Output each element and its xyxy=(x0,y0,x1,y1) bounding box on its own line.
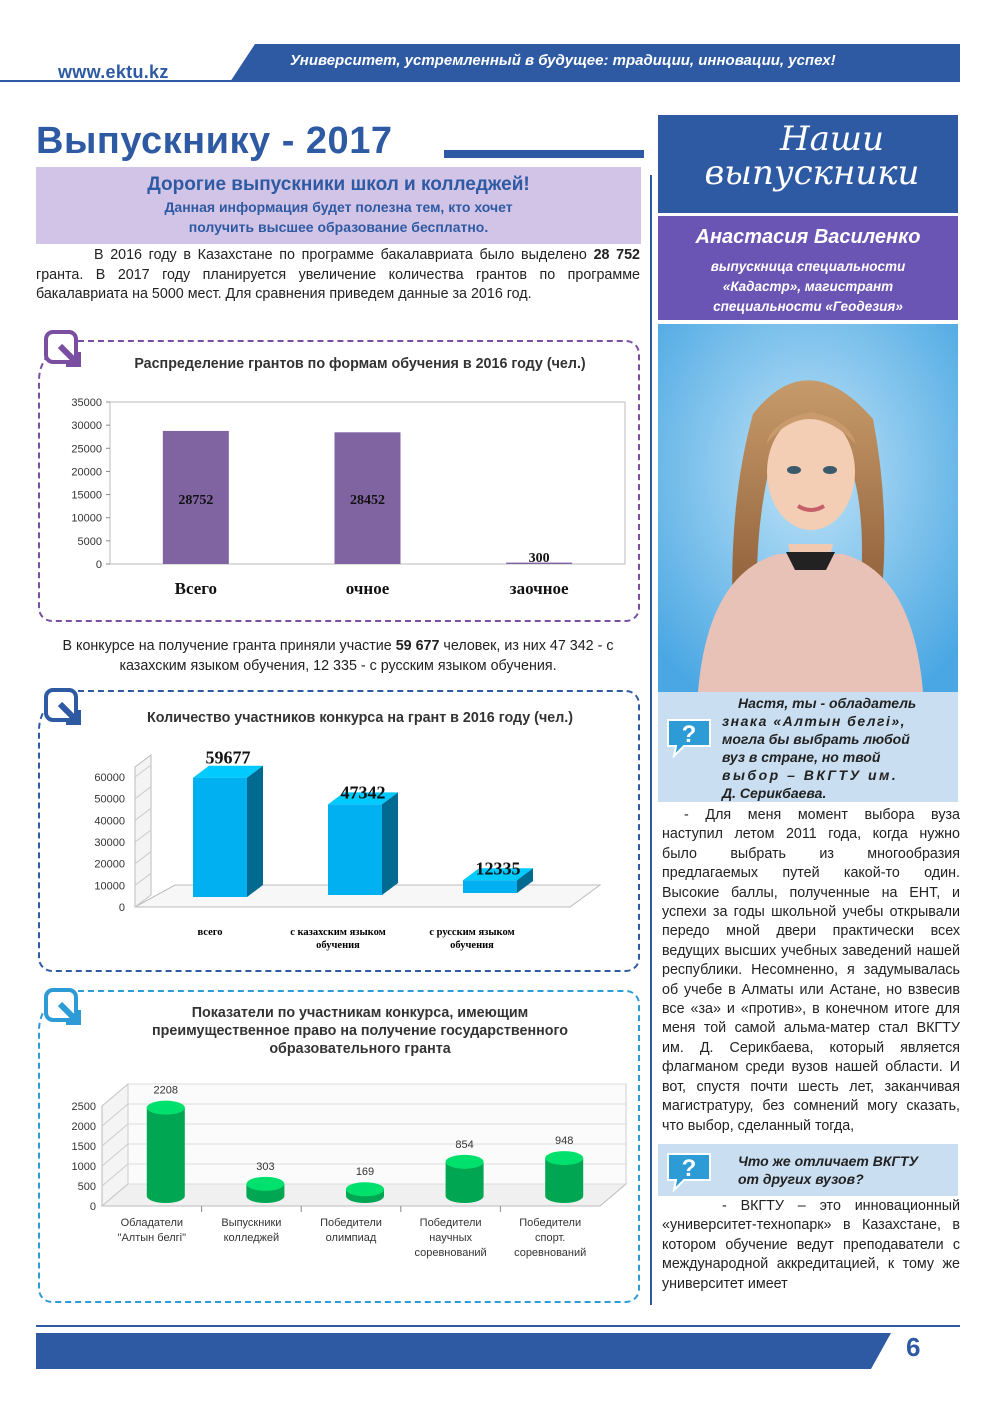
data-label: 169 xyxy=(355,1166,375,1179)
data-label: 28752 xyxy=(178,493,214,508)
x-tick-label: Обладатели xyxy=(120,1217,184,1229)
y-tick-label: 1000 xyxy=(71,1161,96,1173)
y-tick-label: 0 xyxy=(89,1201,96,1213)
x-tick-label: Всего xyxy=(174,579,218,598)
intro-line-1: Данная информация будет полезна тем, кто хочет xyxy=(164,199,513,215)
x-tick-label: научных xyxy=(429,1232,472,1244)
y-tick-label: 50000 xyxy=(94,793,125,806)
question-icon xyxy=(664,1150,714,1192)
y-tick-label: 2500 xyxy=(71,1101,96,1113)
x-tick-label: заочное xyxy=(509,579,569,598)
site-url[interactable]: www.ektu.kz xyxy=(58,62,169,82)
x-tick-label: с казахским языком xyxy=(290,927,386,938)
y-tick-label: 30000 xyxy=(71,420,102,433)
y-tick-label: 35000 xyxy=(71,397,102,409)
y-tick-label: 30000 xyxy=(94,837,125,849)
y-tick-label: 40000 xyxy=(94,815,125,828)
column-divider xyxy=(650,175,652,1305)
bar-top xyxy=(545,1151,583,1165)
y-tick-label: 10000 xyxy=(94,880,125,893)
x-tick-label: "Алтын белгі" xyxy=(117,1232,187,1244)
bar xyxy=(193,778,247,897)
y-tick-label: 20000 xyxy=(71,466,102,479)
bar-top xyxy=(147,1101,185,1115)
title-rule xyxy=(444,150,644,158)
intro-line-2: получить высшее образование бесплатно. xyxy=(188,219,489,235)
chart3-title: Показатели по участникам конкурса, имеющим преимущественное право на получение государственного образовательного гранта xyxy=(152,1005,568,1057)
data-label: 948 xyxy=(555,1135,574,1148)
svg-text:?: ? xyxy=(681,1155,697,1182)
data-label: 2208 xyxy=(153,1084,179,1097)
x-tick-label: очное xyxy=(345,579,390,598)
y-tick-label: 1500 xyxy=(71,1141,96,1153)
intro-heading: Дорогие выпускники школ и колледжей! xyxy=(147,174,530,195)
bar-top xyxy=(246,1177,284,1191)
x-tick-label: Победители xyxy=(519,1217,582,1229)
paragraph-participants: В конкурсе на получение гранта приняли участие 59 677 человек, из них 47 342 - с казахским языком обучения, 12 335 - с русским языком обучения. xyxy=(62,638,614,674)
graduate-desc: выпускница специальности «Кадастр», магистрант специальности «Геодезия» xyxy=(710,259,906,314)
graduate-photo xyxy=(658,324,958,692)
x-tick-label: всего xyxy=(197,927,223,938)
x-tick-label: обучения xyxy=(450,940,494,951)
chart1 xyxy=(40,390,640,605)
x-tick-label: Победители xyxy=(320,1217,382,1229)
page-title: Выпускнику - 2017 xyxy=(36,120,393,162)
y-tick-label: 5000 xyxy=(77,535,102,548)
page-number: 6 xyxy=(906,1332,921,1362)
y-tick-label: 20000 xyxy=(94,858,125,871)
y-tick-label: 15000 xyxy=(71,489,102,502)
wall xyxy=(135,755,151,907)
paragraph-grants: В 2016 году в Казахстане по программе бакалавриата было выделено 28 752 гранта. В 2017 году планируется увеличение количества грантов по программе бакалавриата на 5000 мест. Для сравнения приведем данные за 2016 год. xyxy=(36,247,640,302)
x-tick-label: соревнований xyxy=(414,1247,487,1259)
sidebar-heading: Наши выпускники xyxy=(704,119,920,193)
x-tick-label: соревнований xyxy=(514,1247,587,1259)
x-tick-label: с русским языком xyxy=(429,927,515,938)
data-label: 12335 xyxy=(475,858,521,879)
bar-top xyxy=(446,1155,484,1169)
chart1-title: Распределение грантов по формам обучения в 2016 году (чел.) xyxy=(134,356,586,372)
data-label: 300 xyxy=(528,551,550,566)
footer-banner xyxy=(36,1333,960,1369)
y-tick-label: 0 xyxy=(95,559,102,571)
y-tick-label: 10000 xyxy=(71,512,102,525)
graduate-card xyxy=(658,216,958,320)
bar-side xyxy=(247,766,263,897)
data-label: 28452 xyxy=(350,493,385,508)
y-tick-label: 25000 xyxy=(71,443,102,456)
data-label: 47342 xyxy=(340,782,386,803)
question-icon xyxy=(664,716,714,758)
y-tick-label: 0 xyxy=(118,902,125,914)
data-label: 854 xyxy=(455,1138,474,1151)
chart2-title: Количество участников конкурса на грант в 2016 году (чел.) xyxy=(146,710,574,726)
y-tick-label: 60000 xyxy=(94,772,125,784)
data-label: 59677 xyxy=(205,747,251,768)
bar xyxy=(463,880,517,893)
chart3 xyxy=(40,1070,640,1295)
x-tick-label: Победители xyxy=(419,1217,482,1229)
bar xyxy=(147,1108,185,1203)
question-2: Что же отличает ВКГТУ от других вузов? xyxy=(738,1153,919,1187)
bar-top xyxy=(346,1182,384,1196)
y-tick-label: 2000 xyxy=(71,1121,96,1133)
answer-1: - Для меня момент выбора вуза наступил летом 2011 года, когда нужно было выбрать из многообразия предлагаемых путей какой-то один. Высокие баллы, полученные на ЕНТ, и успехи за годы школьной учебы открывали передо мной двери практически всех ведущих высших учебных заведений нашей республики. Несомненно, я задумывалась об учебе в Алматы или Астане, но взвесив все «за» и «против», в конечном итоге для меня той самой альма-матер стал ВКГТУ им. Д. Серикбаева, который является флагманом среди вузов нашей области. И вот, спустя почти шесть лет, заканчивая магистратуру, без сомнений могу сказать, что выбор, сделанный тогда, xyxy=(662,807,960,1134)
x-tick-label: колледжей xyxy=(223,1232,280,1244)
graduate-name: Анастасия Василенко xyxy=(695,226,921,248)
bar xyxy=(328,804,382,895)
x-tick-label: олимпиад xyxy=(325,1232,377,1244)
footer-rule xyxy=(36,1325,960,1327)
x-tick-label: Выпускники xyxy=(221,1217,282,1229)
bar-side xyxy=(382,792,398,895)
x-tick-label: спорт. xyxy=(535,1232,566,1244)
header-slogan: Университет, устремленный в будущее: традиции, инновации, успех! xyxy=(290,52,836,69)
x-tick-label: обучения xyxy=(316,940,360,951)
svg-text:?: ? xyxy=(681,721,697,748)
question-1: Настя, ты - обладатель знака «Алтын белгі», могла бы выбрать любой вуз в стране, но твой выбор – ВКГТУ им. Д. Серикбаева. xyxy=(722,695,917,801)
data-label: 303 xyxy=(256,1160,275,1173)
chart2 xyxy=(40,735,640,965)
y-tick-label: 500 xyxy=(77,1181,96,1193)
intro-box xyxy=(36,167,641,244)
answer-2: - ВКГТУ – это инновационный «университет-технопарк» в Казахстане, в котором обучение ведут преподаватели с международной аккредитацией, к тому же университет имеет xyxy=(662,1198,960,1292)
